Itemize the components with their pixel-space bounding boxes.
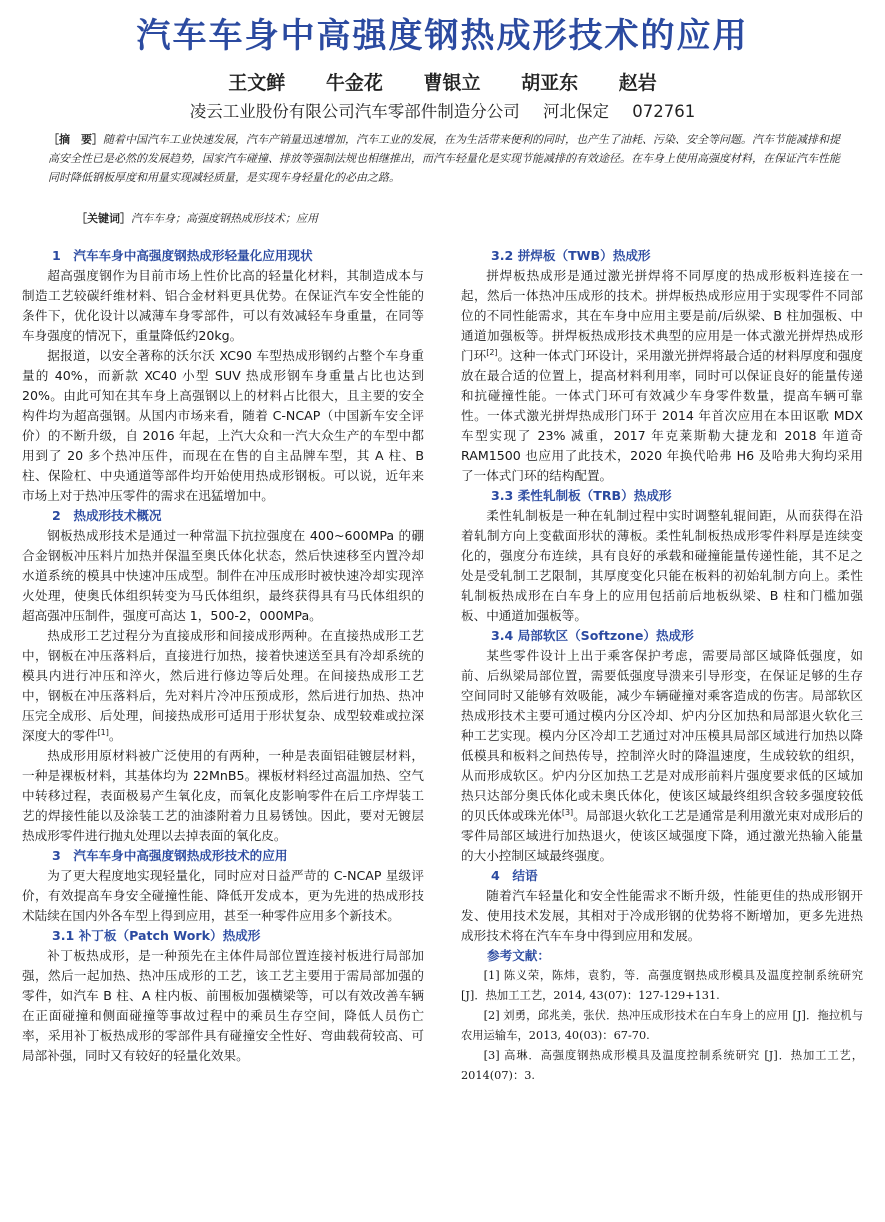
- subsection-heading: 3.1 补丁板（Patch Work）热成形: [52, 928, 261, 943]
- paragraph: 补丁板热成形，是一种预先在主体件局部位置连接衬板进行局部加强，然后一起加热、热冲压成形的工艺，该工艺主要用于需局部加强的零件，如汽车 B 柱、A 柱内板、前围板加强横梁等，可以有效改善车辆在正面碰撞和侧面碰撞等事故过程中的乘员生存空间，降低人员伤亡率，采用补丁板热成形的零部件具有碰撞安全性好、弯曲载荷较高、可局部补强，同时又有较好的轻量化效果。: [22, 948, 424, 1063]
- abstract-label: ［摘 要］: [48, 133, 103, 146]
- right-column: [461, 246, 863, 1086]
- author: 胡亚东: [521, 72, 579, 94]
- author: 牛金花: [325, 72, 383, 94]
- references-heading: 参考文献：: [487, 948, 550, 963]
- affiliation: [0, 98, 885, 122]
- paragraph: [461, 646, 863, 866]
- section-heading: 3 汽车车身中高强度钢热成形技术的应用: [52, 848, 288, 863]
- keywords-text: 汽车车身；高强度钢热成形技术；应用: [131, 212, 318, 225]
- paragraph: [461, 266, 863, 486]
- affiliation-place: 河北保定: [543, 102, 609, 121]
- paragraph: 为了更大程度地实现轻量化，同时应对日益严苛的 C-NCAP 星级评价，有效提高车身安全碰撞性能、降低开发成本，更为先进的热成形技术陆续在国内外各车型上得到应用，甚至一种零件应用多个新技术。: [22, 868, 424, 923]
- subsection-heading: 3.2 拼焊板（TWB）热成形: [491, 248, 651, 263]
- paper-title: 汽车车身中高强度钢热成形技术的应用: [136, 16, 749, 56]
- paragraph: 柔性轧制板是一种在轧制过程中实时调整轧辊间距，从而获得在沿着轧制方向上变截面形状的薄板。柔性轧制板热成形零件料厚是连续变化的，强度分布连续，具有良好的承载和碰撞能量传递性能，其不足之处是受轧制工艺限制，其厚度变化只能在板料的初始轧制方向上。柔性轧制板热成形在白车身上的应用包括前后地板纵梁、B 柱和门槛加强板、中通道加强板等。: [461, 508, 863, 623]
- paragraph-text: 某些零件设计上出于乘客保护考虑，需要局部区域降低强度，如前、后纵梁局部位置，需要低强度导溃来引导形变，在保证足够的生存空间同时又能够有效吸能，减少车辆碰撞对乘客造成的伤害。局部软区热成形技术主要可通过模内分区冷却、炉内分区加热和局部退火软化三种工艺实现。模内分区冷却工艺通过对冲压模具局部区域进行加热以降低模具和板料之间热传导，控制淬火时的降温速度，生成较软的组织，从而形成软区。炉内分区加热工艺是对成形前料片强度要求低的区域加热只达部分奥氏体化或未奥氏体化，使该区域最终组织含较多强度较低的贝氏体或珠光体: [461, 648, 863, 823]
- keywords: [76, 210, 836, 228]
- affiliation-org: 凌云工业股份有限公司汽车零部件制造分公司: [189, 102, 520, 121]
- section-heading: 2 热成形技术概况: [52, 508, 162, 523]
- paragraph: 热成形用原材料被广泛使用的有两种，一种是表面铝硅镀层材料，一种是裸板材料，其基体均为 22MnB5。裸板材料经过高温加热、空气中转移过程，表面极易产生氧化皮，而氧化皮影响零件在后工序焊装工艺的焊接性能以及涂装工艺的油漆附着力且易锈蚀。因此，要对无镀层热成形零件进行抛丸处理以去掉表面的氧化皮。: [22, 748, 424, 843]
- paragraph: [22, 626, 424, 746]
- author: 赵岩: [618, 72, 657, 94]
- author: 王文鲜: [228, 72, 286, 94]
- paragraph-text: 。局部退火软化工艺是通常是利用激光束对成形后的零件局部区域进行加热退火，使该区域强度下降，通过激光热输入能量的大小控制区域最终强度。: [461, 808, 864, 863]
- paragraph: 随着汽车轻量化和安全性能需求不断升级，性能更佳的热成形钢开发、使用技术发展，其相对于冷成形钢的优势将不断增加，更多先进热成形技术将在汽车车身中得到应用和发展。: [461, 888, 863, 943]
- section-heading: 1 汽车车身中高强度钢热成形轻量化应用现状: [52, 248, 313, 263]
- affiliation-zip: 072761: [632, 102, 696, 121]
- subsection-heading: 3.3 柔性轧制板（TRB）热成形: [491, 488, 672, 503]
- citation: [2]: [486, 347, 498, 357]
- keywords-label: ［关键词］: [76, 212, 131, 225]
- author: 曹银立: [423, 72, 481, 94]
- citation: [1]: [97, 727, 109, 737]
- author-list: [0, 68, 885, 95]
- left-column: [22, 246, 424, 1066]
- subsection-heading: 3.4 局部软区（Softzone）热成形: [491, 628, 694, 643]
- reference-item: [2] 刘勇，邱兆美，张伏．热冲压成形技术在白车身上的应用 [J]．拖拉机与农用运输车，2013, 40(03)：67-70.: [461, 1009, 863, 1042]
- citation: [3]: [561, 807, 574, 817]
- paragraph-text: 热成形工艺过程分为直接成形和间接成形两种。在直接热成形工艺中，钢板在冲压落料后，直接进行加热，接着快速送至具有冷却系统的模具内进行冲压和淬火，然后进行修边等后处理。在间接热成形工艺中，钢板在冲压落料后，先对料片冷冲压预成形，然后进行加热、热冲压完全成形、后处理，间接热成形可适用于形状复杂、成型较难或拉深深度大的零件: [22, 628, 424, 743]
- paragraph-text: 拼焊板热成形是通过激光拼焊将不同厚度的热成形板料连接在一起，然后一体热冲压成形的技术。拼焊板热成形应用于实现零件不同部位的不同性能需求，其在车身中应用主要是前/后纵梁、B 柱加强板、中通道加强板等。拼焊板热成形技术典型的应用是一体式激光拼焊热成形门环: [461, 268, 863, 363]
- reference-item: [1] 陈义荣，陈炜，袁豹，等．高强度钢热成形模具及温度控制系统研究 [J]．热加工工艺，2014, 43(07)：127-129+131.: [461, 969, 863, 1002]
- paragraph-text: 。: [108, 728, 122, 743]
- abstract: [48, 130, 840, 187]
- reference-item: [3] 高琳．高强度钢热成形模具及温度控制系统研究 [J]．热加工工艺，2014(07)：3.: [461, 1049, 863, 1082]
- paragraph: 超高强度钢作为目前市场上性价比高的轻量化材料，其制造成本与制造工艺较碳纤维材料、铝合金材料更具优势。在保证汽车安全性能的条件下，优化设计以减薄车身零部件，可以有效减轻车身重量，在同等车身强度的情况下，重量降低约20kg。: [22, 268, 424, 343]
- abstract-text: 随着中国汽车工业快速发展，汽车产销量迅速增加，汽车工业的发展，在为生活带来便利的同时，也产生了油耗、污染、安全等问题。汽车节能减排和提高安全性已是必然的发展趋势，国家汽车碰撞、排放等强制法规也相继推出，而汽车轻量化是实现节能减排的有效途径。在车身上使用高强度材料，在保证汽车性能同时降低钢板厚度和用量实现减轻质量，是实现车身轻量化的必由之路。: [48, 133, 840, 184]
- paragraph-text: 。这种一体式门环设计，采用激光拼焊将最合适的材料厚度和强度放在最合适的位置上，提高材料利用率，同时可以保证良好的能量传递和抗碰撞性能。一体式门环可有效减少车身零件数量，提高车辆可靠性。一体式激光拼焊热成形门环于 2014 年首次应用在本田讴歌 MDX 车型实现了 23% 减重，2017 年克莱斯勒大捷龙和 2018 年道奇 RAM1500 也应用了此技术，2020 年换代哈弗 H6 及哈弗大狗均采用了一体式门环的结构配置。: [461, 348, 864, 483]
- paragraph: 据报道，以安全著称的沃尔沃 XC90 车型热成形钢约占整个车身重量的 40%，而新款 XC40 小型 SUV 热成形钢车身重量占比也达到 20%。由此可知在其车身上高强钢以上的材料占比很大，且主要的安全构件均为超高强钢。从国内市场来看，随着 C-NCAP（中国新车安全评价）的不断升级，自 2016 年起，上汽大众和一汽大众生产的车型中都用到了 20 多个热冲压件，而现在在售的自主品牌车型，其 A 柱、B 柱、保险杠、中央通道等部件均开始使用热成形钢板。可以说，近年来市场上对于热冲压零件的需求在迅猛增加中。: [22, 348, 424, 503]
- paragraph: 钢板热成形技术是通过一种常温下抗拉强度在 400~600MPa 的硼合金钢板冲压料片加热并保温至奥氏体化状态，然后快速移至内置冷却水道系统的模具中快速冲压成型。制件在冲压成形时被快速冷却实现淬火处理，使奥氏体组织转变为马氏体组织，最终获得具有马氏体组织的超高强冲压制件，强度可高达 1，500-2，000MPa。: [22, 528, 424, 623]
- section-heading: 4 结语: [491, 868, 538, 883]
